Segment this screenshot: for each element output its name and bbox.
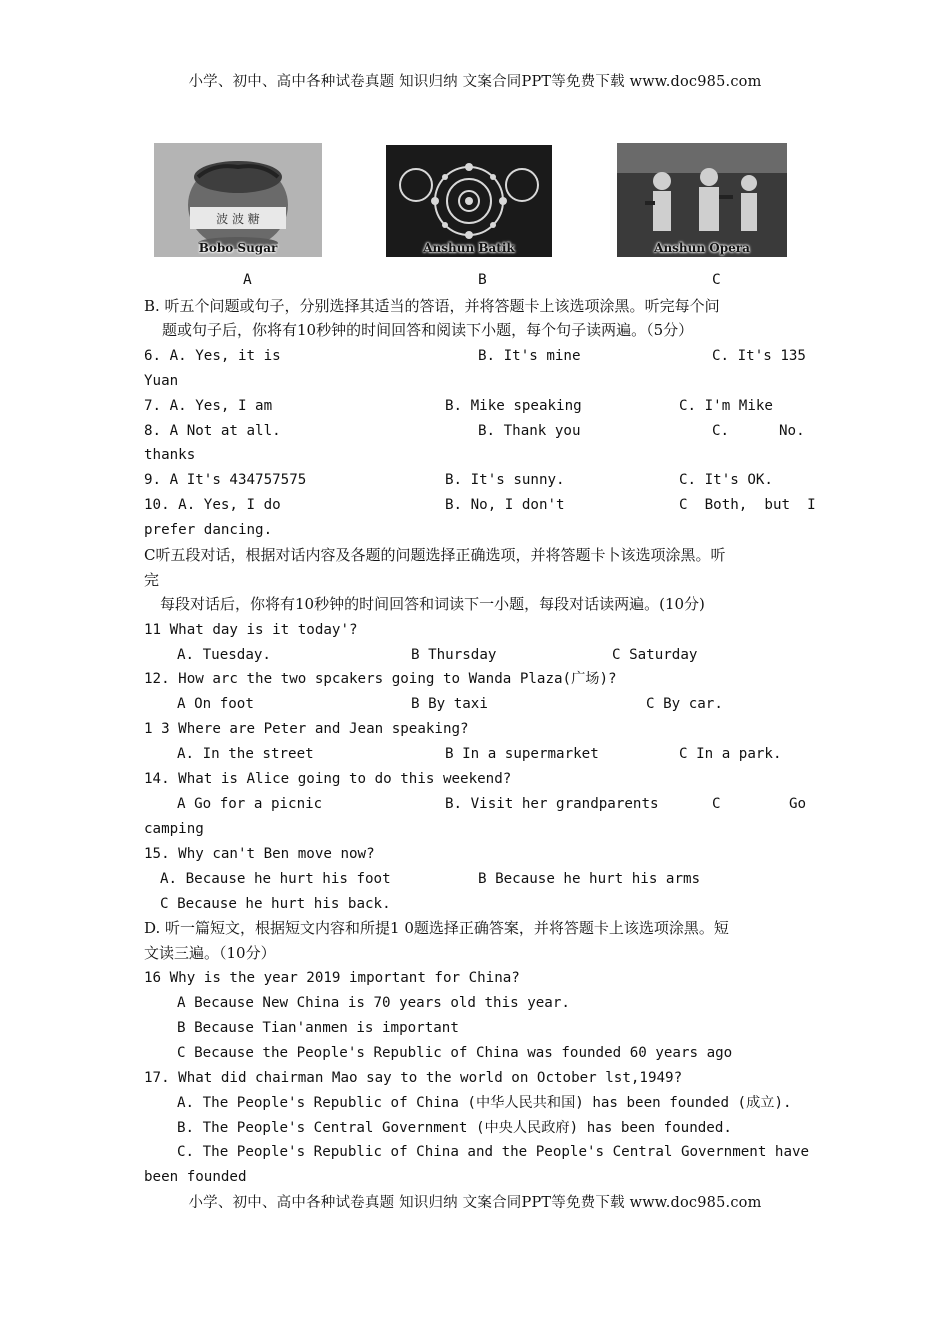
picture-caption: Anshun Batik — [423, 241, 515, 255]
q8-option-a: 8. A Not at all. — [144, 423, 281, 439]
anshun-batik-picture — [386, 145, 552, 257]
q16-option-a: A Because New China is 70 years old this year. — [177, 995, 570, 1011]
bobo-sugar-picture — [154, 143, 322, 257]
q7-option-a: 7. A. Yes, I am — [144, 398, 273, 414]
sugar-pot-illustration — [154, 143, 322, 257]
q15-option-b: B Because he hurt his arms — [478, 871, 701, 887]
section-c-instruction-cont: 每段对话后，你将有10秒钟的时间回答和词读下一小题，每段对话读两遍。(10分) — [160, 595, 705, 613]
q14-option-c-wrap: camping — [144, 821, 204, 837]
section-c-instruction-wrap: 完 — [144, 571, 160, 589]
q8-option-b: B. Thank you — [478, 423, 581, 439]
q9-option-c: C. It's OK. — [679, 472, 773, 488]
page-footer: 小学、初中、高中各种试卷真题 知识归纳 文案合同PPT等免费下载 www.doc985.com — [188, 1195, 762, 1211]
q17-option-c: C. The People's Republic of China and the People's Central Government have — [177, 1144, 810, 1160]
q8-option-c-letter: C. — [712, 423, 730, 439]
q17-option-a: A. The People's Republic of China (中华人民共和国) has been founded (成立). — [177, 1095, 792, 1111]
section-c-instruction: C听五段对话，根据对话内容及各题的问题选择正确选项，并将答题卡卜该选项涂黑。听 — [144, 546, 726, 564]
q6-option-c-wrap: Yuan — [144, 373, 179, 389]
q16-question: 16 Why is the year 2019 important for China? — [144, 970, 520, 986]
q12-question: 12. How arc the two spcakers going to Wanda Plaza(广场)? — [144, 671, 617, 687]
q15-option-c: C Because he hurt his back. — [160, 896, 391, 912]
anshun-opera-picture — [617, 143, 787, 257]
q17-option-b: B. The People's Central Government (中央人民政府) has been founded. — [177, 1120, 732, 1136]
q11-question: 11 What day is it today'? — [144, 622, 358, 638]
q13-option-b: B In a supermarket — [445, 746, 599, 762]
q11-option-b: B Thursday — [411, 647, 497, 663]
q14-question: 14. What is Alice going to do this weekend? — [144, 771, 512, 787]
q6-option-b: B. It's mine — [478, 348, 581, 364]
section-d-instruction-cont: 文读三遍。（10分） — [144, 944, 276, 962]
q9-option-b: B. It's sunny. — [445, 472, 565, 488]
q15-question: 15. Why can't Ben move now? — [144, 846, 375, 862]
section-b-instruction: B. 听五个问题或句子，分别选择其适当的答语，并将答题卡上该选项涂黑。听完每个问 — [144, 297, 720, 315]
q14-option-b: B. Visit her grandparents — [445, 796, 659, 812]
q16-option-c: C Because the People's Republic of China was founded 60 years ago — [177, 1045, 733, 1061]
page-header: 小学、初中、高中各种试卷真题 知识归纳 文案合同PPT等免费下载 www.doc985.com — [188, 74, 762, 90]
picture-letter-a: A — [243, 272, 252, 288]
picture-caption: Anshun Opera — [654, 241, 750, 255]
picture-caption: Bobo Sugar — [198, 241, 278, 255]
q6-option-c: C. It's 135 — [712, 348, 806, 364]
q17-option-c-wrap: been founded — [144, 1169, 247, 1185]
svg-text:波 波 糖: 波 波 糖 — [216, 212, 260, 226]
q8-option-c-text: No. — [779, 423, 805, 439]
q7-option-b: B. Mike speaking — [445, 398, 582, 414]
picture-letter-b: B — [478, 272, 487, 288]
q10-option-b: B. No, I don't — [445, 497, 565, 513]
q13-option-c: C In a park. — [679, 746, 782, 762]
q14-option-a: A Go for a picnic — [177, 796, 323, 812]
q12-option-a: A On foot — [177, 696, 254, 712]
q12-option-c: C By car. — [646, 696, 723, 712]
q15-option-a: A. Because he hurt his foot — [160, 871, 391, 887]
q16-option-b: B Because Tian'anmen is important — [177, 1020, 459, 1036]
q9-option-a: 9. A It's 434757575 — [144, 472, 307, 488]
q14-option-c-letter: C — [712, 796, 721, 812]
section-d-instruction: D. 听一篇短文，根据短文内容和所提1 0题选择正确答案，并将答题卡上该选项涂黑。短 — [144, 919, 729, 937]
q14-option-c-text: Go — [789, 796, 807, 812]
q17-question: 17. What did chairman Mao say to the world on October lst,1949? — [144, 1070, 683, 1086]
q12-option-b: B By taxi — [411, 696, 488, 712]
q13-question: 1 3 Where are Peter and Jean speaking? — [144, 721, 469, 737]
opera-performers-illustration — [617, 143, 787, 257]
q7-option-c: C. I'm Mike — [679, 398, 773, 414]
q8-option-c-wrap: thanks — [144, 447, 196, 463]
q10-option-a: 10. A. Yes, I do — [144, 497, 281, 513]
q10-option-c-wrap: prefer dancing. — [144, 522, 273, 538]
q10-option-c: C Both, but I — [679, 497, 816, 513]
q11-option-c: C Saturday — [612, 647, 698, 663]
picture-letter-c: C — [712, 272, 721, 288]
q11-option-a: A. Tuesday. — [177, 647, 271, 663]
q13-option-a: A. In the street — [177, 746, 314, 762]
q6-option-a: 6. A. Yes, it is — [144, 348, 281, 364]
section-b-instruction-cont: 题或句子后，你将有10秒钟的时间回答和阅读下小题，每个句子读两遍。（5分） — [162, 321, 694, 339]
